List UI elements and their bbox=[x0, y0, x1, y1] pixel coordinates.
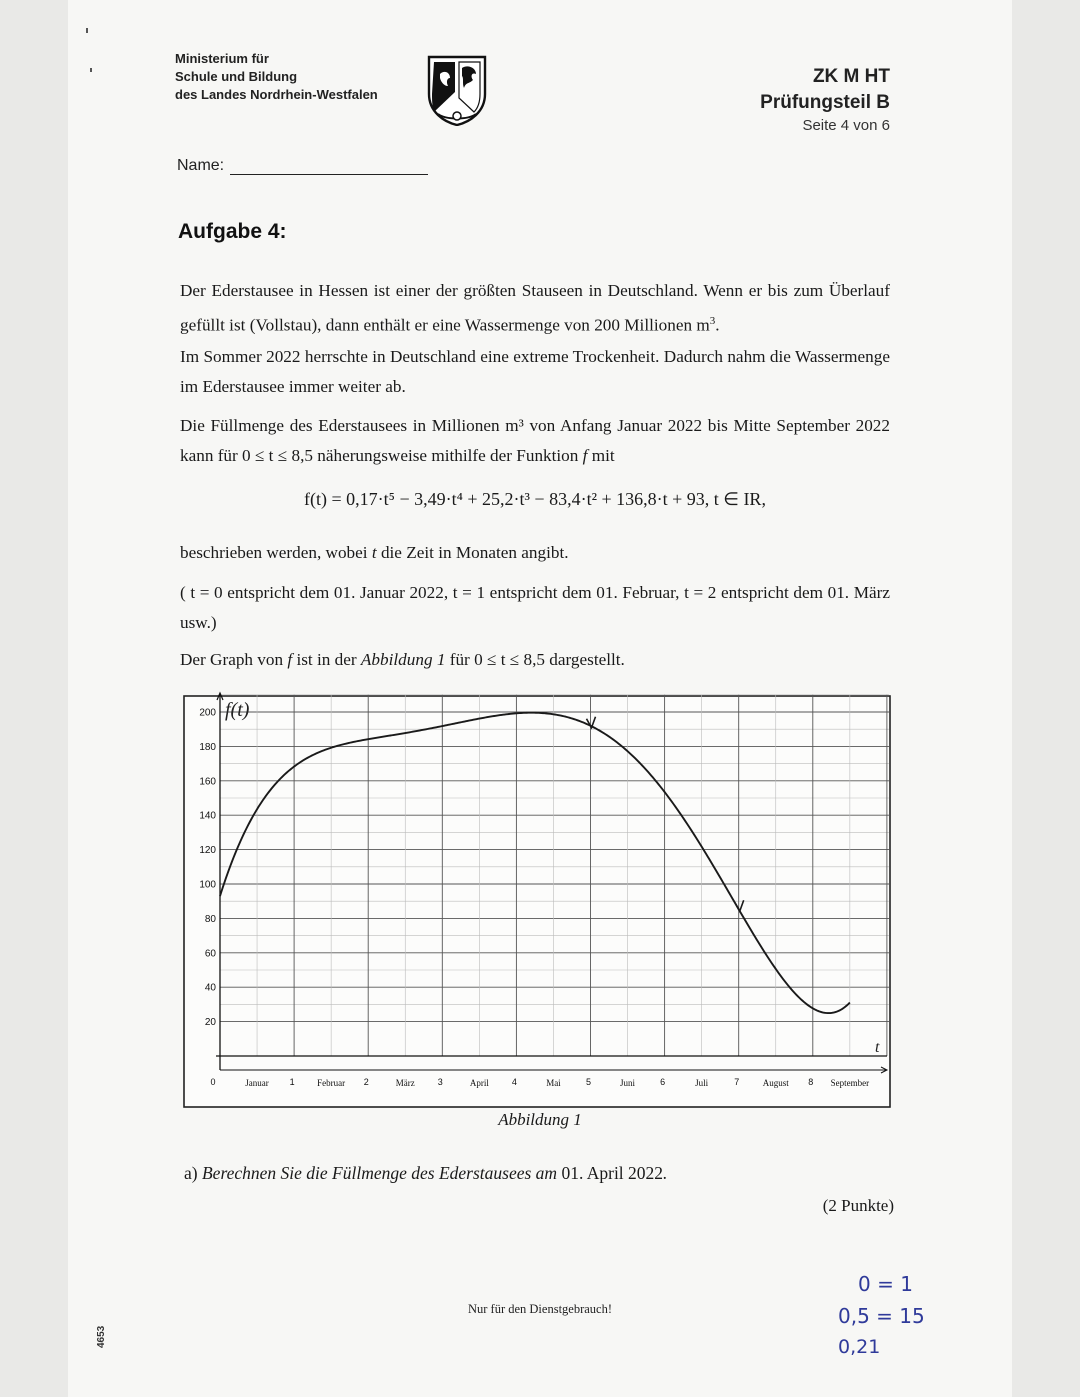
text-run: Die Füllmenge des Ederstausees in Millionen m³ von Anfang Januar 2022 bis Mitte September 2022 kann für bbox=[180, 416, 890, 465]
month-label: Juli bbox=[695, 1078, 709, 1088]
handwritten-note: 0,21 bbox=[838, 1336, 881, 1358]
y-tick-label: 140 bbox=[199, 810, 216, 822]
footer-note: Nur für den Dienstgebrauch! bbox=[467, 1302, 613, 1316]
month-label: Juni bbox=[620, 1078, 636, 1088]
domain-range: 0 ≤ t ≤ 8,5 bbox=[242, 446, 313, 465]
text-run: näherungsweise mithilfe der Funktion bbox=[312, 446, 583, 465]
y-tick-label: 160 bbox=[199, 776, 216, 788]
y-tick-label: 80 bbox=[204, 913, 216, 925]
x-tick-label: 5 bbox=[585, 1077, 592, 1087]
month-label: April bbox=[469, 1078, 489, 1088]
x-tick-label: 2 bbox=[363, 1077, 369, 1087]
side-code: 4653 bbox=[96, 1325, 107, 1348]
exam-code: ZK M HT bbox=[812, 66, 890, 87]
text-run: ist in der bbox=[292, 650, 361, 669]
ministry-line: Ministerium für bbox=[175, 51, 269, 66]
drought-paragraph: Im Sommer 2022 herrschte in Deutschland eine extreme Trockenheit. Dadurch nahm die Wassermenge im Ederstausee immer weiter ab. bbox=[180, 347, 890, 396]
variable-symbol: t bbox=[371, 543, 377, 562]
month-label: August bbox=[762, 1078, 789, 1088]
y-tick-label: 60 bbox=[204, 948, 216, 960]
text-run: Der Ederstausee in Hessen ist einer der größten Stauseen in Deutschland. Wenn er bis zum Überlauf gefüllt ist (Vollstau), dann enthält er eine Wassermenge von 200 Millionen m bbox=[180, 281, 890, 335]
question-date: 01. April 2022 bbox=[561, 1163, 664, 1183]
scan-speck bbox=[90, 68, 92, 72]
function-intro-paragraph bbox=[180, 411, 890, 471]
text-run: mit bbox=[587, 446, 615, 465]
text-run: für 0 ≤ t ≤ 8,5 dargestellt. bbox=[445, 650, 625, 669]
superscript: 3 bbox=[709, 315, 716, 327]
figure-reference: Abbildung 1 bbox=[360, 650, 446, 669]
text-run: . bbox=[715, 315, 720, 335]
question-text: . bbox=[663, 1163, 668, 1183]
text-run: Der Graph von bbox=[180, 650, 288, 669]
question-label: a) bbox=[184, 1163, 198, 1183]
function-symbol: f bbox=[582, 446, 588, 465]
month-label: Februar bbox=[317, 1078, 346, 1088]
points-label: (2 Punkte) bbox=[822, 1196, 894, 1215]
x-tick-label: 3 bbox=[437, 1077, 443, 1087]
name-field bbox=[177, 156, 428, 175]
scan-speck bbox=[86, 28, 88, 33]
text-run: die Zeit in Monaten angibt. bbox=[376, 543, 569, 562]
text-run: beschrieben werden, wobei bbox=[180, 543, 372, 562]
x-tick-label: 0 bbox=[210, 1077, 216, 1087]
page-number: Seite 4 von 6 bbox=[802, 117, 890, 134]
name-line bbox=[230, 156, 428, 175]
figure-caption: Abbildung 1 bbox=[498, 1110, 582, 1129]
month-label: September bbox=[830, 1078, 870, 1088]
question-text: Berechnen Sie die Füllmenge des Ederstausees am bbox=[201, 1163, 562, 1183]
fill-level-chart bbox=[183, 690, 891, 1108]
formula-text: f(t) = 0,17·t⁵ − 3,49·t⁴ + 25,2·t³ − 83,4·t² + 136,8·t + 93, t ∈ IR, bbox=[304, 489, 766, 509]
y-tick-label: 180 bbox=[199, 741, 216, 753]
name-label: Name: bbox=[177, 157, 225, 174]
function-symbol: f bbox=[287, 650, 293, 669]
task-intro-paragraph bbox=[180, 276, 890, 341]
month-label: Januar bbox=[245, 1078, 269, 1088]
x-tick-label: 4 bbox=[511, 1077, 517, 1087]
graph-reference-paragraph bbox=[180, 645, 890, 675]
task-title: Aufgabe 4: bbox=[178, 220, 287, 243]
handwritten-note: 0,5 = 15 bbox=[838, 1304, 925, 1328]
y-axis-label: f(t) bbox=[225, 699, 250, 721]
handwritten-note: 0 = 1 bbox=[858, 1272, 913, 1296]
month-label: Mai bbox=[546, 1078, 561, 1088]
ministry-line: Schule und Bildung bbox=[175, 69, 298, 84]
y-tick-label: 40 bbox=[204, 982, 216, 994]
exam-info bbox=[760, 64, 890, 136]
x-tick-label: 7 bbox=[734, 1077, 740, 1087]
x-tick-label: 1 bbox=[289, 1077, 295, 1087]
ministry-line: des Landes Nordrhein-Westfalen bbox=[175, 87, 378, 102]
question-a bbox=[184, 1163, 667, 1184]
time-mapping-paragraph: ( t = 0 entspricht dem 01. Januar 2022, t = 1 entspricht dem 01. Februar, t = 2 entspricht dem 01. März usw.) bbox=[180, 583, 890, 632]
x-axis-label: t bbox=[875, 1039, 880, 1056]
y-tick-label: 120 bbox=[199, 845, 216, 857]
nrw-coat-of-arms-icon bbox=[426, 54, 488, 126]
y-tick-label: 100 bbox=[199, 879, 216, 891]
x-tick-label: 8 bbox=[808, 1077, 814, 1087]
y-tick-label: 20 bbox=[204, 1017, 216, 1029]
x-tick-label: 6 bbox=[660, 1077, 666, 1087]
y-tick-label: 200 bbox=[199, 707, 216, 719]
month-label: März bbox=[395, 1078, 415, 1088]
variable-description bbox=[180, 538, 890, 568]
exam-part: Prüfungsteil B bbox=[760, 92, 890, 113]
function-formula bbox=[0, 489, 1080, 510]
ministry-name bbox=[175, 50, 378, 104]
